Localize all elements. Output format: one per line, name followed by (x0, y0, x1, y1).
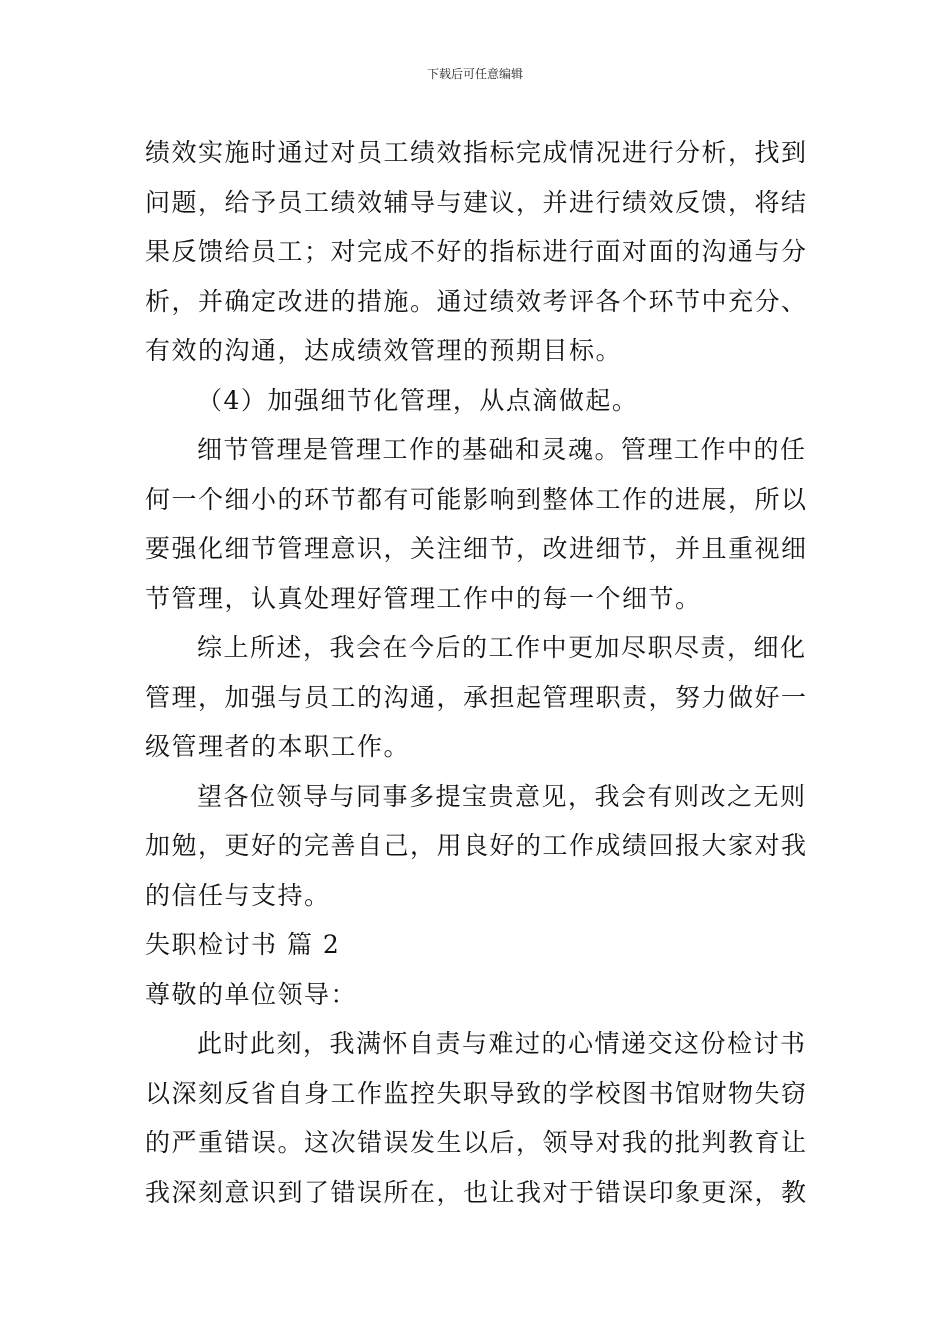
text-line: 此时此刻，我满怀自责与难过的心情递交这份检讨书 (197, 1029, 807, 1058)
text-line: 我深刻意识到了错误所在，也让我对于错误印象更深，教 (145, 1177, 808, 1207)
text-line: 的严重错误。这次错误发生以后，领导对我的批判教育让 (145, 1128, 808, 1157)
paragraph-self-criticism (145, 1019, 810, 1217)
section-heading: （4）加强细节化管理，从点滴做起。 (197, 385, 639, 415)
paragraph-performance-feedback (145, 128, 810, 376)
text-line: 要强化细节管理意识，关注细节，改进细节，并且重视细 (145, 534, 808, 563)
text-line: 望各位领导与同事多提宝贵意见，我会有则改之无则 (197, 781, 807, 811)
text-line: 综上所述，我会在今后的工作中更加尽职尽责，细化 (197, 633, 807, 662)
paragraph-summary (145, 623, 810, 772)
text-line: 绩效实施时通过对员工绩效指标完成情况进行分析，找到 (145, 138, 808, 167)
section-title (145, 920, 810, 970)
text-line: 有效的沟通，达成绩效管理的预期目标。 (145, 336, 623, 365)
text-line: 何一个细小的环节都有可能影响到整体工作的进展，所以 (145, 484, 808, 514)
header-note: 下载后可任意编辑 (426, 67, 523, 81)
paragraph-detail-management (145, 425, 810, 623)
text-line: 问题，给予员工绩效辅导与建议，并进行绩效反馈，将结 (145, 187, 808, 217)
text-line: 以深刻反省自身工作监控失职导致的学校图书馆财物失窃 (145, 1078, 808, 1108)
text-line: 加勉，更好的完善自己，用良好的工作成绩回报大家对我 (145, 831, 808, 860)
text-line: 的信任与支持。 (145, 880, 331, 910)
paragraph-closing (145, 772, 810, 921)
document-body (145, 128, 810, 1217)
document-title: 失职检讨书 篇 2 (145, 930, 341, 959)
text-line: 管理，加强与员工的沟通，承担起管理职责，努力做好一 (145, 682, 808, 712)
text-line: 细节管理是管理工作的基础和灵魂。管理工作中的任 (197, 435, 807, 464)
text-line: 果反馈给员工；对完成不好的指标进行面对面的沟通与分 (145, 237, 808, 266)
salutation (145, 970, 810, 1020)
text-line: 级管理者的本职工作。 (145, 732, 411, 761)
subheading-detail-management (145, 376, 810, 426)
text-line: 析，并确定改进的措施。通过绩效考评各个环节中充分、 (145, 286, 808, 316)
salutation-text: 尊敬的单位领导： (145, 979, 358, 1009)
text-line: 节管理，认真处理好管理工作中的每一个细节。 (145, 583, 702, 613)
